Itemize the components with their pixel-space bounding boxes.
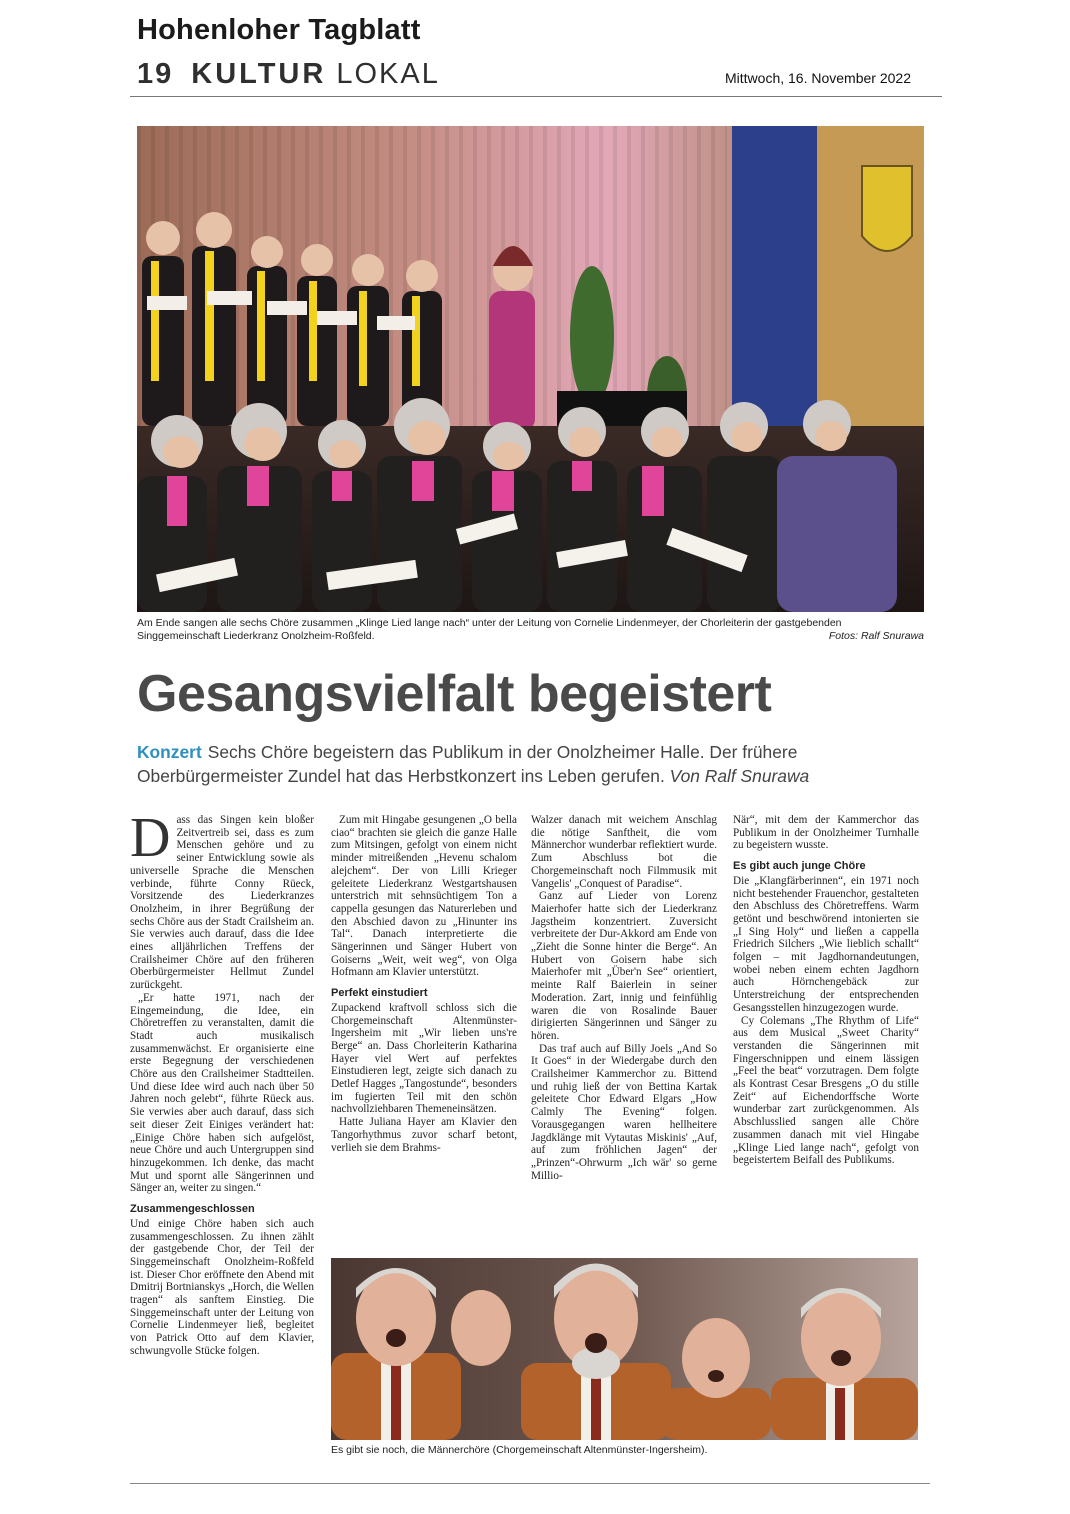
paragraph: Zupackend kraftvoll schloss sich die Chorgemeinschaft Altenmünster-Ingersheim mit „Wir lieben uns're Berge“ an. Dass Chorleiterin Katharina Hayer viel Wert auf perfektes Einstudieren legt, zeigte sich danach zu Detlef Hagges „Tangostunde“, besonders im fugierten Teil mit den schön nachvollziehbaren Themeneinsätzen. bbox=[331, 1001, 517, 1116]
paragraph: När“, mit dem der Kammerchor das Publikum in der Onolzheimer Turnhalle zu begeistern wusste. bbox=[733, 814, 919, 852]
subsection-name: LOKAL bbox=[336, 58, 440, 90]
page-number: 19 bbox=[137, 58, 174, 90]
header-divider bbox=[130, 96, 942, 97]
issue-date: Mittwoch, 16. November 2022 bbox=[725, 70, 911, 86]
article-kicker: Konzert bbox=[137, 742, 202, 762]
paragraph: Cy Colemans „The Rhythm of Life“ aus dem Musical „Sweet Charity“ verstanden die Sängerinnen mit Fingerschnippen und einem lässigen „Feel the beat“ vorzutragen. Dem folgte als Kontrast Cesar Bresgens „O du stille Zeit“ auf Eichendorffsche Worte wunderbar zart zurückgenommen. Als Abschlusslied sangen alle Chöre zusammen danach mit viel Hingabe „Klinge Lied lange nach“, gefolgt von begeistertem Beifall des Publikums. bbox=[733, 1014, 919, 1167]
paragraph: Hatte Juliana Hayer am Klavier den Tangorhythmus zuvor scharf betont, verlieh sie dem Brahms- bbox=[331, 1116, 517, 1154]
paragraph: Das traf auch auf Billy Joels „And So It Goes“ in der Wiedergabe durch den Crailsheimer Kammerchor zu. Bittend und ruhig ließ der von Bettina Kartak geleitete Chor Edward Elgars „How Calmly The Evening“ folgen. Vorausgegangen waren hellheitere Jagdklänge mit Vytautas Miskinis' „Auf, auf zum fröhlichen Jagen“ der „Prinzen“-Ohrwurm „Ich wär' so gerne Millio- bbox=[531, 1042, 717, 1182]
section-name: KULTUR bbox=[191, 58, 327, 90]
article-deck bbox=[137, 740, 927, 788]
main-photo bbox=[137, 126, 924, 612]
article-deck-text: Sechs Chöre begeistern das Publikum in der Onolzheimer Halle. Der frühere Oberbürgermeister Zundel hat das Herbstkonzert ins Leben gerufen. bbox=[137, 742, 798, 786]
mens-choir-photo bbox=[331, 1258, 918, 1440]
article-column-2 bbox=[331, 814, 517, 1154]
paragraph: „Er hatte 1971, nach der Eingemeindung, die Idee, ein Chöretreffen zu veranstalten, damit die Stadt auch musikalisch zusammenwächst. Er organisierte eine erste Begegnung der verschiedenen Chöre aus den Crailsheimer Stadtteilen. Und diese Idee wird auch nach über 50 Jahren noch gelebt“, führte Rüeck aus. Sie verwies aber auch darauf, dass sich seit dieser Zeit Einiges verändert hat: „Einige Chöre haben sich aufgelöst, neue Chöre und auch Untergruppen sind hinzugekommen. Ich denke, das macht Mut und spornt alle Sängerinnen und Sänger an, weiter zu singen.“ bbox=[130, 991, 314, 1195]
photo-credit: Fotos: Ralf Snurawa bbox=[828, 630, 924, 642]
subheading: Perfekt einstudiert bbox=[331, 987, 428, 1000]
paragraph: Und einige Chöre haben sich auch zusammengeschlossen. Zu ihnen zählt der gastgebende Chor, der Teil der Singgemeinschaft Onolzheim-Roßfeld ist. Dieser Chor eröffnete den Abend mit Dmitrij Bortnianskys „Horch, die Wellen tragen“ als sanftem Einstieg. Die Singgemeinschaft unter der Leitung von Cornelie Lindenmeyer ließ, begleitet von Patrick Otto auf dem Klavier, schwungvolle Stücke folgen. bbox=[130, 1217, 314, 1357]
paragraph: Ganz auf Lieder von Lorenz Maierhofer hatte sich der Liederkranz Jagstheim konzentriert. Zuversicht verbreitete der Dur-Akkord am Ende von „Zieht die Sonne hinter die Berge“. An Hubert von Goisern habe sich Maierhofer mit „Über'n See“ orientiert, meinte Ralf Baierlein in seiner Moderation. Zart, innig und feinfühlig waren die von Rosalinde Bauer dirigierten Sängerinnen und Sänger zu hören. bbox=[531, 890, 717, 1042]
mens-choir-caption: Es gibt sie noch, die Männerchöre (Chorgemeinschaft Altenmünster-Ingersheim). bbox=[331, 1444, 708, 1456]
paragraph: Walzer danach mit weichem Anschlag die nötige Sanftheit, die vom Männerchor wunderbar reflektiert wurde. Zum Abschluss bot die Chorgemeinschaft noch Filmmusik mit Vangelis' „Conquest of Paradise“. bbox=[531, 814, 717, 890]
article-column-4 bbox=[733, 814, 919, 1167]
subheading: Es gibt auch junge Chöre bbox=[733, 860, 866, 873]
article-column-3 bbox=[531, 814, 717, 1182]
section-header bbox=[137, 58, 440, 91]
subheading: Zusammengeschlossen bbox=[130, 1203, 255, 1216]
footer-divider bbox=[130, 1483, 930, 1484]
main-photo-caption bbox=[137, 617, 924, 643]
article-column-1 bbox=[130, 807, 314, 1358]
paragraph: Zum mit Hingabe gesungenen „O bella ciao“ brachten sie gleich die ganze Halle zum Mitsingen, gefolgt von einem nicht minder mitreißenden „Hevenu schalom alejchem“. Der von Lilli Krieger geleitete Liederkranz Westgartshausen unterstrich mit sehnsüchtigem Ton a cappella gesungen das Naturerleben und den Abschied davon zu „Hinunter ins Tal“. Danach interpretierte die Sängerinnen und Sänger Hubert von Goiserns „Weit, weit weg“, von Olga Hofmann am Klavier unterstützt. bbox=[331, 814, 517, 979]
article-headline: Gesangsvielfalt begeistert bbox=[137, 665, 772, 723]
paragraph: Die „Klangfärberinnen“, ein 1971 noch nicht bestehender Frauenchor, gestalteten den Abschluss des Chöretreffens. Warm getönt und beschwörend intonierten sie „I Sing Holy“ und ließen a cappella Friedrich Silchers „Wie lieblich schallt“ folgen – mit Jagdhornandeutungen, wobei neben einem echten Jagdhorn auch Hörnchengebäck zur Unterstreichung der entsprechenden Gesangsstellen hinzugezogen wurde. bbox=[733, 874, 919, 1014]
publication-title: Hohenloher Tagblatt bbox=[137, 14, 421, 46]
main-photo-caption-text: Am Ende sangen alle sechs Chöre zusammen „Klinge Lied lange nach“ unter der Leitung von Cornelie Lindenmeyer, der Chorleiterin der gastgebenden Singgemeinschaft Liederkranz Onolzheim-Roßfeld. bbox=[137, 617, 842, 642]
paragraph: Dass das Singen kein bloßer Zeitvertreib sei, dass es zum Menschen gehöre und zu seiner Entwicklung sowie als universelle Sprache die Menschen verbinde, führte Conny Rüeck, Vorsitzende des Liederkranzes Onolzheim, in ihrer Begrüßung der sechs Chöre aus der Stadt Crailsheim an. Sie verwies auch darauf, dass die Idee eines alljährlichen Treffens der Crailsheimer Chöre auf den früheren Oberbürgermeister Hellmut Zundel zurückgeht. bbox=[130, 807, 314, 992]
drop-cap: D bbox=[130, 807, 171, 869]
article-byline: Von Ralf Snurawa bbox=[669, 766, 810, 786]
